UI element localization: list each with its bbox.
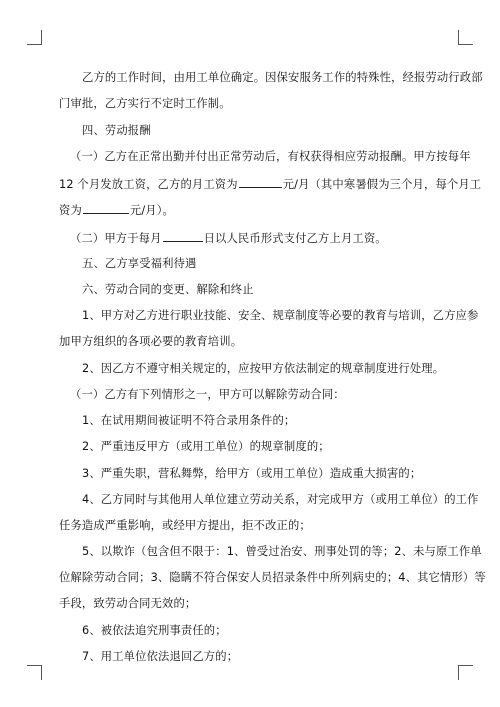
- list-item: 5、以欺诈（包含但不限于：1、曾受过治安、刑事处罚的等；2、未与原工作单: [82, 545, 482, 558]
- text-line-with-blank: [59, 202, 174, 218]
- text-segment: 资为: [59, 204, 82, 217]
- list-item: 6、被依法追究刑事责任的；: [82, 624, 227, 637]
- text-line: 位解除劳动合同；3、隐瞒不符合保安人员招录条件中所列病史的；4、其它情形）等: [59, 571, 486, 584]
- text-line: 乙方的工作时间，由用工单位确定。因保安服务工作的特殊性，经报劳动行政部: [82, 71, 483, 84]
- list-item: 4、乙方同时与其他用人单位建立劳动关系，对完成甲方（或用工单位）的工作: [82, 493, 479, 506]
- text-line-with-blank: [59, 176, 481, 192]
- text-line: 2、因乙方不遵守相关规定的，应按甲方依法制定的规章制度进行处理。: [82, 362, 445, 375]
- text-line: 手段，致劳动合同无效的；: [59, 597, 197, 610]
- list-item: 1、在试用期间被证明不符合录用条件的；: [82, 414, 296, 427]
- list-item: 7、用工单位依法退回乙方的；: [82, 650, 239, 663]
- fill-in-blank: [83, 202, 129, 214]
- fill-in-blank: [239, 176, 282, 188]
- section-heading: 四、劳动报酬: [82, 124, 151, 137]
- text-line: 任务造成严重影响，或经甲方提出，拒不改正的；: [59, 519, 311, 532]
- section-heading: 六、劳动合同的变更、解除和终止: [82, 283, 254, 296]
- text-segment: 12 个月发放工资，乙方的月工资为: [59, 178, 238, 191]
- crop-mark-bottom-right: [458, 665, 473, 680]
- text-line: 1、甲方对乙方进行职业技能、安全、规章制度等必要的教育与培训，乙方应参: [82, 309, 479, 322]
- list-item: 3、严重失职，营私舞弊，给甲方（或用工单位）造成重大损害的；: [82, 467, 422, 480]
- text-line: 门审批，乙方实行不定时工作制。: [59, 97, 231, 110]
- text-segment: 元/月）。: [129, 204, 175, 217]
- text-segment: 元/月（其中寒暑假为三个月，每个月工: [282, 178, 482, 191]
- text-segment: （二）甲方于每月: [70, 232, 162, 245]
- section-heading: 五、乙方享受福利待遇: [82, 257, 197, 270]
- text-segment: 日以人民币形式支付乙方上月工资。: [203, 232, 387, 245]
- crop-mark-top-left: [27, 30, 42, 45]
- text-line: （一）乙方在正常出勤并付出正常劳动后，有权获得相应劳动报酬。甲方按每年: [70, 150, 471, 163]
- text-line: 加甲方组织的各项必要的教育培训。: [59, 335, 243, 348]
- text-line-with-blank: [70, 230, 387, 246]
- text-line: （一）乙方有下列情形之一，甲方可以解除劳动合同：: [70, 388, 345, 401]
- list-item: 2、严重违反甲方（或用工单位）的规章制度的；: [82, 440, 330, 453]
- crop-mark-top-right: [458, 30, 473, 45]
- crop-mark-bottom-left: [27, 665, 42, 680]
- fill-in-blank: [163, 230, 203, 242]
